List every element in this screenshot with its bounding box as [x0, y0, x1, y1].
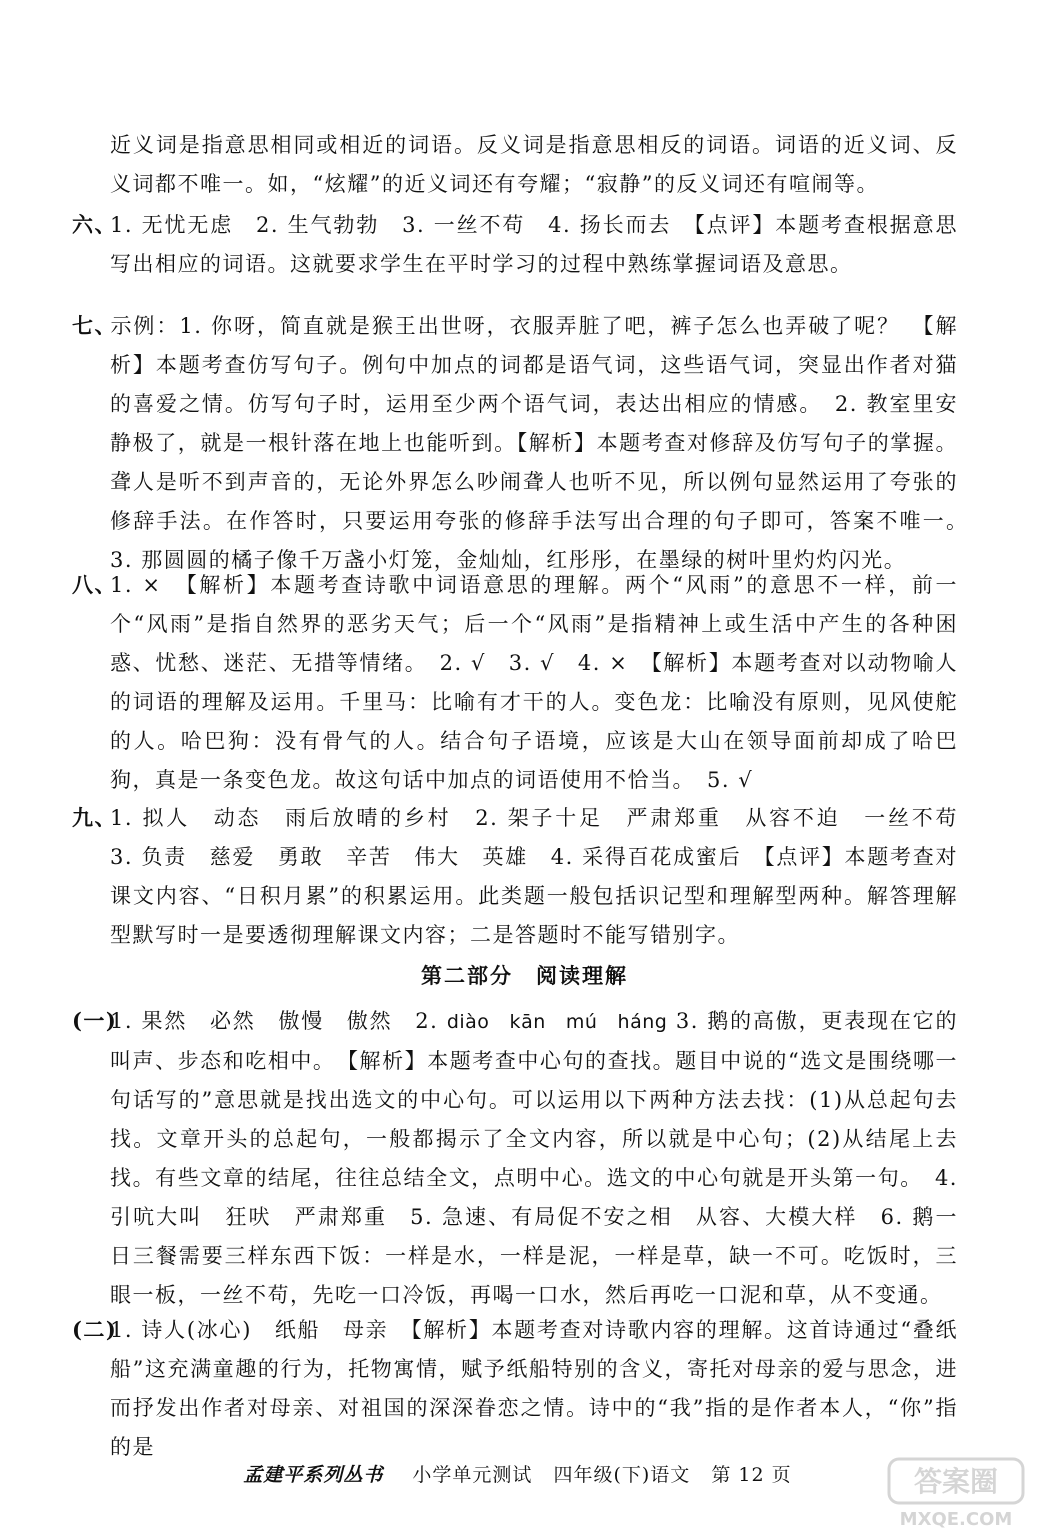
question-number: (二) — [72, 1317, 118, 1342]
question-number: 六、 — [72, 212, 117, 237]
watermark-logo — [881, 1455, 1031, 1533]
paragraph-text: 示例：1. 你呀，简直就是猴王出世呀，衣服弄脏了吧，裤子怎么也弄破了呢？ 【解析】本题考查仿写句子。例句中加点的词都是语气词，这些语气词，突显出作者对猫的喜爱之情。仿写句子时，运用至少两个语气词，表达出相应的情感。 2. 教室里安静极了，就是一根针落在地上也能听到。【解析】本题考查对修辞及仿写句子的掌握。聋人是听不到声音的，无论外界怎么吵闹聋人也听不见，所以例句显然运用了夸张的修辞手法。在作答时，只要运用夸张的修辞手法写出合理的句子即可，答案不唯一。 3. 那圆圆的橘子像千万盏小灯笼，金灿灿，红彤彤，在墨绿的树叶里灼灼闪光。 — [110, 314, 981, 572]
answer-paragraph-8 — [72, 565, 958, 800]
question-number: 八、 — [72, 572, 117, 597]
paragraph-text: 近义词是指意思相同或相近的词语。反义词是指意思相反的词语。词语的近义词、反义词都不唯一。如，“炫耀”的近义词还有夸耀；“寂静”的反义词还有喧闹等。 — [110, 133, 958, 196]
question-number: 九、 — [72, 805, 117, 830]
paragraph-text: 1. 拟人 动态 雨后放晴的乡村 2. 架子十足 严肃郑重 从容不迫 一丝不苟 3. 负责 慈爱 勇敢 辛苦 伟大 英雄 4. 采得百花成蜜后 【点评】本题考查对课文内容、“日积月累”的积累运用。此类题一般包括识记型和理解型两种。解答理解型默写时一是要透彻理解课文内容；二是答题时不能写错别字。 — [110, 806, 981, 947]
series-name: 孟建平系列丛书 — [243, 1464, 384, 1486]
question-number: (一) — [72, 1008, 118, 1033]
paragraph-text: 1. 果然 必然 傲慢 傲然 2. — [110, 1009, 439, 1033]
pinyin-answer: diào kān mú háng — [446, 1011, 668, 1033]
paragraph-text: 3. 鹅的高傲，更表现在它的叫声、步态和吃相中。 【解析】本题考查中心句的查找。题目中说的“选文是围绕哪一句话写的”意思就是找出选文的中心句。可以运用以下两种方法去找：(1)从总起句去找。文章开头的总起句，一般都揭示了全文内容，所以就是中心句；(2)从结尾上去找。有些文章的结尾，往往总结全文，点明中心。选文的中心句就是开头第一句。 4. 引吭大叫 狂吠 严肃郑重 5. 急速、有局促不安之相 从容、大模大样 6. 鹅一日三餐需要三样东西下饭：一样是水，一样是泥，一样是草，缺一不可。吃饭时，三眼一板，一丝不苟，先吃一口冷饭，再喝一口水，然后再吃一口泥和草，从不变通。 — [110, 1009, 958, 1307]
question-number: 七、 — [72, 313, 117, 338]
paragraph-text: 1. 无忧无虑 2. 生气勃勃 3. 一丝不苟 4. 扬长而去 【点评】本题考查根据意思写出相应的词语。这就要求学生在平时学习的过程中熟练掌握词语及意思。 — [110, 213, 958, 276]
book-title: 小学单元测试 — [412, 1464, 533, 1486]
watermark-url: MXQE.COM — [899, 1509, 1013, 1530]
grade-subject: 四年级(下)语文 — [553, 1464, 691, 1486]
page-number: 第 12 页 — [711, 1464, 792, 1486]
answer-paragraph-5-continued — [110, 126, 958, 204]
answer-paragraph-9 — [72, 798, 981, 955]
paragraph-text: 1. × 【解析】本题考查诗歌中词语意思的理解。两个“风雨”的意思不一样，前一个“风雨”是指自然界的恶劣天气；后一个“风雨”是指精神上或生活中产生的各种困惑、忧愁、迷茫、无措等情绪。 2. √ 3. √ 4. × 【解析】本题考查对以动物喻人的词语的理解及运用。千里马：比喻有才干的人。变色龙：比喻没有原则，见风使舵的人。哈巴狗：没有骨气的人。结合句子语境，应该是大山在领导面前却成了哈巴狗，真是一条变色龙。故这句话中加点的词语使用不恰当。 5. √ — [110, 573, 958, 792]
answer-paragraph-7 — [72, 306, 981, 580]
answer-paragraph-6 — [72, 205, 958, 284]
reading-answer-2 — [72, 1310, 958, 1467]
section-heading: 第二部分 阅读理解 — [421, 963, 628, 988]
reading-answer-1 — [72, 1001, 958, 1315]
watermark-text: 答案圈 — [913, 1465, 999, 1498]
paragraph-text: 1. 诗人(冰心) 纸船 母亲 【解析】本题考查对诗歌内容的理解。这首诗通过“叠纸船”这充满童趣的行为，托物寓情，赋予纸船特别的含义，寄托对母亲的爱与思念，进而抒发出作者对母亲、对祖国的深深眷恋之情。诗中的“我”指的是作者本人，“你”指的是 — [110, 1318, 958, 1459]
